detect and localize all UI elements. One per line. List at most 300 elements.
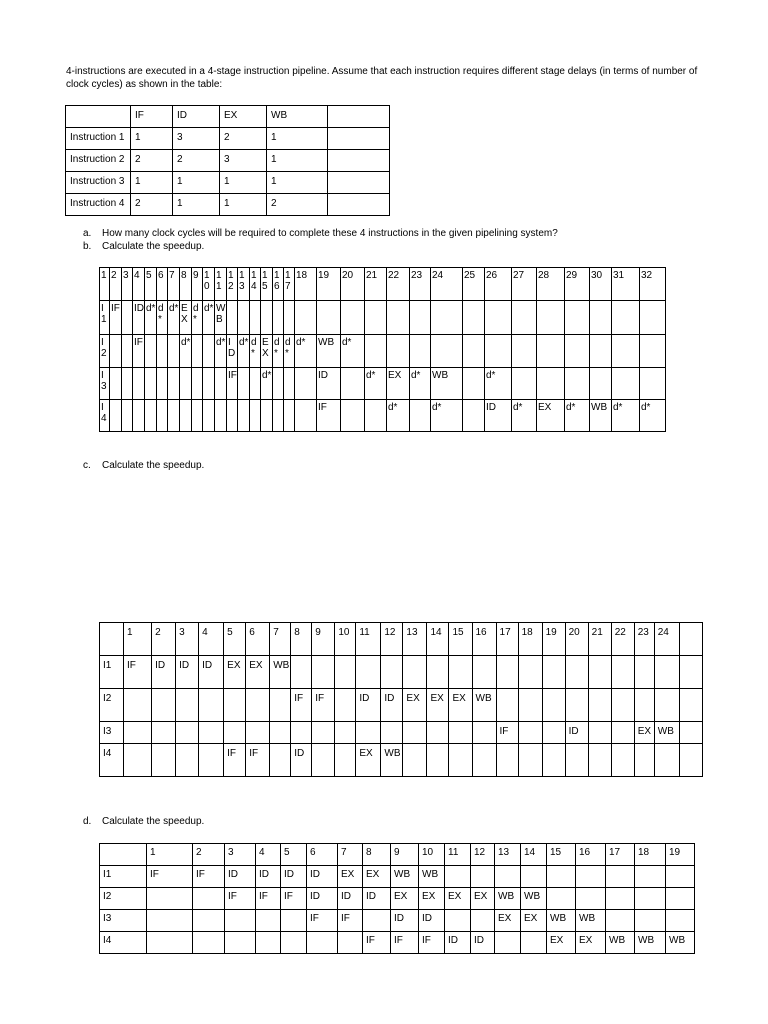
table-c-header-cell: 15 [449,623,472,656]
table-b-header-cell: 8 [180,268,192,301]
question-c [83,459,204,472]
table-b-cell [215,400,227,432]
table-b-cell [537,368,565,400]
table-d-cell: ID [363,888,391,910]
table-d-cell [225,910,256,932]
table-d-cell: I3 [100,910,147,932]
table-c-header-cell: 23 [634,623,654,656]
table-b-cell: d* [215,335,227,368]
table-d-cell [225,932,256,954]
delay-table-cell: Instruction 3 [66,172,131,194]
table-c-cell [270,744,291,777]
table-c-cell: ID [565,722,588,744]
table-c-row [100,689,703,722]
table-c-cell [565,689,588,722]
table-c-cell: EX [356,744,381,777]
table-d-cell: EX [363,866,391,888]
table-b-cell: d* [295,335,317,368]
table-c-cell [312,744,335,777]
table-b-header-cell: 23 [410,268,431,301]
table-c-cell: EX [246,656,270,689]
table-c-cell [588,744,611,777]
table-c-cell [312,722,335,744]
table-b-cell [537,301,565,335]
table-c-cell [588,656,611,689]
pipeline-table-d [99,843,695,954]
table-d-cell [666,910,695,932]
table-c-cell [335,744,356,777]
table-d-cell: EX [338,866,363,888]
table-c-cell: WB [472,689,496,722]
table-c-cell [152,722,176,744]
table-c-cell [449,656,472,689]
table-d-header-cell: 2 [193,844,225,866]
table-c-cell: I4 [100,744,124,777]
table-d-header-cell: 14 [521,844,547,866]
table-b-cell [284,368,295,400]
table-d-cell [193,910,225,932]
table-c-cell [199,722,224,744]
table-b-cell: d* [273,335,284,368]
delay-table-cell: 1 [131,128,173,150]
table-c-cell [611,656,634,689]
table-c-header-cell: 2 [152,623,176,656]
table-c-cell [291,656,312,689]
table-c-cell: ID [199,656,224,689]
table-d-cell: IF [281,888,307,910]
table-b-cell: d* [284,335,295,368]
table-d-cell: IF [391,932,419,954]
table-c-cell: I3 [100,722,124,744]
table-c-cell [518,744,542,777]
table-c-header-cell: 5 [224,623,246,656]
table-d-cell: ID [419,910,445,932]
table-b-cell [295,301,317,335]
table-d-cell: ID [281,866,307,888]
question-b-letter: b. [83,241,92,252]
table-b-header-cell: 7 [168,268,180,301]
table-b-cell [317,301,341,335]
table-b-cell: d* [485,368,512,400]
delay-table-row [66,150,390,172]
table-c-cell [224,722,246,744]
table-c-cell: IF [291,689,312,722]
table-d-cell [471,910,495,932]
table-c-header-cell: 17 [496,623,518,656]
table-c-cell: I2 [100,689,124,722]
table-d-cell [147,932,193,954]
table-b-cell [463,335,485,368]
table-b-header-cell: 14 [250,268,261,301]
table-b-cell: I2 [100,335,110,368]
table-b-cell [192,368,203,400]
table-b-cell: d* [410,368,431,400]
delay-table-cell: 1 [267,128,328,150]
table-b-header-cell: 3 [122,268,133,301]
table-d-cell [495,866,521,888]
table-d-cell: IF [419,932,445,954]
table-d-cell [606,888,635,910]
table-b-cell: d* [238,335,250,368]
table-d-cell [307,932,338,954]
table-c-cell [565,656,588,689]
table-c-header-cell: 1 [124,623,152,656]
stage-delay-table [65,105,390,216]
table-b-header-cell: 22 [387,268,410,301]
table-d-cell: IF [193,866,225,888]
delay-table-cell: 3 [173,128,220,150]
table-c-cell [496,744,518,777]
delay-table-row [66,194,390,216]
table-b-cell [122,400,133,432]
table-d-cell: IF [147,866,193,888]
intro-paragraph: 4-instructions are executed in a 4-stage instruction pipeline. Assume that each instruction requires different stage delays (in terms of number of clock cycles) as shown in the table: [66,66,698,90]
table-c-header-cell: 22 [611,623,634,656]
table-c-cell [246,689,270,722]
table-b-cell: WB [215,301,227,335]
table-b-cell: ID [485,400,512,432]
delay-table-header-cell: IF [131,106,173,128]
table-d-cell: WB [391,866,419,888]
delay-table-cell: Instruction 1 [66,128,131,150]
table-d-header-cell: 1 [147,844,193,866]
table-d-cell: ID [256,866,281,888]
table-c-cell [654,689,679,722]
table-b-cell [512,301,537,335]
table-d-header-cell: 3 [225,844,256,866]
table-b-header-cell: 29 [565,268,590,301]
table-c-cell [496,656,518,689]
table-d-cell [281,910,307,932]
table-b-cell [110,335,122,368]
table-b-cell [203,368,215,400]
table-b-cell: ID [133,301,145,335]
table-b-header-cell: 5 [145,268,157,301]
table-d-cell: WB [635,932,666,954]
table-b-cell [122,335,133,368]
table-c-cell: EX [449,689,472,722]
table-b-cell [122,301,133,335]
delay-table-cell: 1 [131,172,173,194]
table-c-cell [588,722,611,744]
table-d-cell [666,888,695,910]
table-c-cell [654,656,679,689]
table-d-cell [193,932,225,954]
table-c-cell [124,689,152,722]
delay-table-header-row [66,106,390,128]
table-c-cell [199,744,224,777]
question-d-text: Calculate the speedup. [102,816,205,827]
table-b-row [100,335,666,368]
table-c-header-cell [100,623,124,656]
table-b-cell [157,368,168,400]
table-c-cell: EX [403,689,427,722]
table-d-cell: WB [576,910,606,932]
table-b-cell: EX [180,301,192,335]
table-c-cell [312,656,335,689]
table-c-cell: ID [176,656,199,689]
table-d-header-cell: 13 [495,844,521,866]
table-c-header-cell: 14 [427,623,449,656]
table-c-header-cell: 13 [403,623,427,656]
table-d-cell: ID [307,888,338,910]
question-b [83,240,204,253]
table-b-cell: d* [387,400,410,432]
table-b-cell [238,368,250,400]
table-c-cell [679,744,702,777]
table-c-cell [496,689,518,722]
table-c-cell: WB [381,744,403,777]
table-b-cell [122,368,133,400]
table-b-header-cell: 32 [640,268,666,301]
table-b-header-cell: 28 [537,268,565,301]
delay-table-cell [328,194,390,216]
table-c-header-cell: 21 [588,623,611,656]
delay-table-cell: 2 [131,150,173,172]
table-d-cell: ID [338,888,363,910]
table-c-cell [654,744,679,777]
table-d-cell: EX [521,910,547,932]
table-c-cell [518,689,542,722]
table-b-cell [431,301,463,335]
table-d-cell: WB [495,888,521,910]
table-b-header-cell: 10 [203,268,215,301]
table-c-row [100,722,703,744]
table-c-cell [403,722,427,744]
question-a-text: How many clock cycles will be required to complete these 4 instructions in the given pipelining system? [102,228,558,239]
table-d-header-cell [100,844,147,866]
table-c-header-cell: 3 [176,623,199,656]
table-b-cell [250,368,261,400]
table-b-cell [250,400,261,432]
table-d-cell: IF [256,888,281,910]
table-b-cell [485,301,512,335]
table-b-cell [238,400,250,432]
table-b-cell: d* [180,335,192,368]
table-d-row [100,910,695,932]
table-b-header-cell: 11 [215,268,227,301]
table-b-cell [590,301,612,335]
delay-table-header-cell: EX [220,106,267,128]
table-d-header-cell: 11 [445,844,471,866]
table-c-cell: IF [312,689,335,722]
table-c-cell [335,689,356,722]
table-c-cell: WB [654,722,679,744]
table-b-cell: d* [145,301,157,335]
table-b-header-cell: 6 [157,268,168,301]
table-c-cell [679,656,702,689]
table-d-cell [281,932,307,954]
question-c-letter: c. [83,460,91,471]
table-b-cell [410,301,431,335]
table-c-cell [176,744,199,777]
table-b-cell [640,301,666,335]
table-b-cell: d* [565,400,590,432]
table-c-cell [449,722,472,744]
table-c-cell: EX [634,722,654,744]
table-b-cell [215,368,227,400]
table-b-header-cell: 31 [612,268,640,301]
table-c-header-cell: 6 [246,623,270,656]
table-d-cell [521,932,547,954]
table-c-cell [381,722,403,744]
table-d-cell [338,932,363,954]
table-b-row [100,400,666,432]
table-d-cell [606,910,635,932]
table-b-cell: d* [365,368,387,400]
table-d-header-cell: 17 [606,844,635,866]
delay-table-row [66,172,390,194]
delay-table-cell: 2 [220,128,267,150]
table-b-cell [463,368,485,400]
question-a [83,227,558,240]
table-b-cell [365,301,387,335]
table-b-header-cell: 12 [227,268,238,301]
table-c-cell [224,689,246,722]
delay-table-cell: 2 [131,194,173,216]
table-b-cell: ID [227,335,238,368]
table-b-header-cell: 25 [463,268,485,301]
pipeline-table-b [99,267,666,432]
table-b-cell [227,301,238,335]
pipeline-table-b-body [100,268,666,432]
table-b-cell [238,301,250,335]
delay-table-cell: Instruction 2 [66,150,131,172]
delay-table-cell: 3 [220,150,267,172]
table-d-cell [256,932,281,954]
delay-table-cell [328,150,390,172]
table-b-cell [203,400,215,432]
table-d-header-cell: 15 [547,844,576,866]
table-c-cell [542,689,565,722]
table-b-cell: d* [192,301,203,335]
table-b-row [100,301,666,335]
table-c-cell [679,722,702,744]
table-b-cell [273,400,284,432]
table-d-header-cell: 8 [363,844,391,866]
question-c-text: Calculate the speedup. [102,460,205,471]
table-b-cell [133,400,145,432]
table-b-cell [284,301,295,335]
table-c-cell [124,744,152,777]
table-c-cell [176,689,199,722]
table-c-cell [356,722,381,744]
table-b-cell: d* [612,400,640,432]
table-d-cell: ID [445,932,471,954]
table-b-header-cell: 1 [100,268,110,301]
delay-table-cell: 1 [220,194,267,216]
table-c-cell [381,656,403,689]
table-d-cell: ID [391,910,419,932]
delay-table-cell: 1 [267,150,328,172]
table-d-row [100,866,695,888]
table-b-cell [537,335,565,368]
table-c-cell [199,689,224,722]
stage-delay-table-body [66,106,390,216]
table-c-header-cell: 24 [654,623,679,656]
table-d-cell: WB [547,910,576,932]
table-b-cell: EX [387,368,410,400]
table-c-cell: ID [356,689,381,722]
table-c-cell [565,744,588,777]
delay-table-cell [328,128,390,150]
table-b-cell: WB [317,335,341,368]
table-c-cell [403,744,427,777]
table-d-cell: WB [419,866,445,888]
table-c-cell [291,722,312,744]
table-b-cell [133,368,145,400]
table-b-cell [365,335,387,368]
table-c-cell [152,744,176,777]
pipeline-table-c-body [100,623,703,777]
table-b-cell [512,368,537,400]
table-b-cell: d* [203,301,215,335]
table-c-header-cell: 18 [518,623,542,656]
table-c-cell [270,689,291,722]
table-b-cell: d* [168,301,180,335]
table-c-cell [611,744,634,777]
table-c-cell: ID [152,656,176,689]
delay-table-cell: 1 [173,172,220,194]
table-c-header-cell: 16 [472,623,496,656]
table-c-cell [611,689,634,722]
table-d-cell [363,910,391,932]
table-b-cell: IF [110,301,122,335]
table-c-cell [518,656,542,689]
table-d-header-cell: 4 [256,844,281,866]
table-c-cell [356,656,381,689]
table-b-cell [157,335,168,368]
table-b-cell [295,400,317,432]
table-c-cell: EX [224,656,246,689]
table-d-row [100,932,695,954]
pipeline-table-d-body [100,844,695,954]
table-b-header-cell: 13 [238,268,250,301]
table-b-cell [431,335,463,368]
table-b-header-cell: 24 [431,268,463,301]
table-b-cell: I3 [100,368,110,400]
table-d-header-cell: 6 [307,844,338,866]
table-b-cell [565,335,590,368]
table-d-cell [521,866,547,888]
table-d-cell: EX [471,888,495,910]
table-b-cell [261,301,273,335]
table-d-cell: WB [606,932,635,954]
table-b-row [100,368,666,400]
question-a-letter: a. [83,228,92,239]
table-d-cell: EX [419,888,445,910]
table-c-cell: ID [291,744,312,777]
table-d-cell: IF [363,932,391,954]
table-d-cell: ID [307,866,338,888]
table-d-cell: EX [495,910,521,932]
table-c-cell: IF [224,744,246,777]
table-b-cell: IF [133,335,145,368]
table-b-cell [284,400,295,432]
table-b-cell [463,301,485,335]
table-b-cell: WB [590,400,612,432]
table-b-cell: d* [431,400,463,432]
table-b-cell [273,301,284,335]
table-d-cell [606,866,635,888]
table-b-header-cell: 30 [590,268,612,301]
table-c-header-cell: 20 [565,623,588,656]
table-c-header-cell: 4 [199,623,224,656]
table-c-cell [542,656,565,689]
table-c-cell [246,722,270,744]
table-b-cell: IF [227,368,238,400]
table-b-cell: EX [537,400,565,432]
